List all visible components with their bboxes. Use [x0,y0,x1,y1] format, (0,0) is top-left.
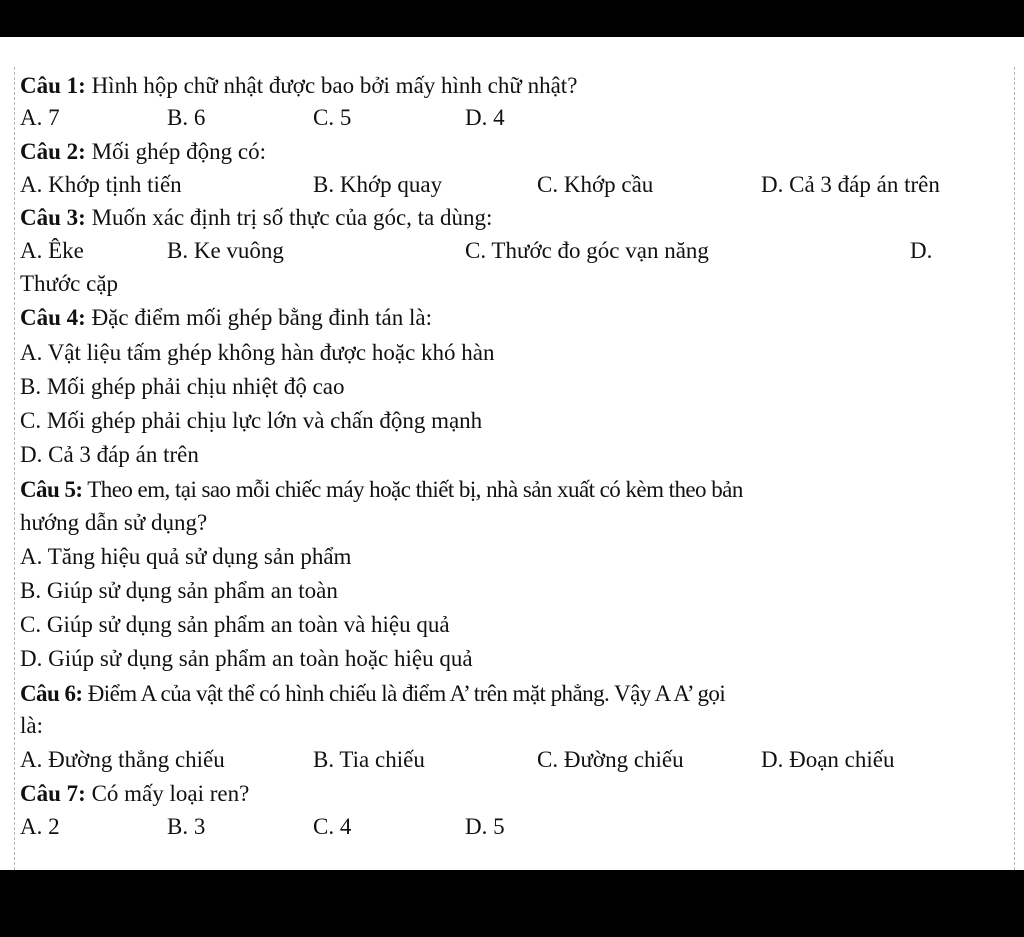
option-d: D. Giúp sử dụng sản phẩm an toàn hoặc hiệu quả [20,646,473,671]
question-7 [20,777,249,811]
question-text: Có mấy loại ren? [85,781,250,806]
question-5 [20,473,743,507]
question-text: Điểm A của vật thể có hình chiếu là điểm A’ trên mặt phẳng. Vậy A A’ gọi [82,681,726,706]
question-2-options [20,168,1010,202]
option-b: B. Giúp sử dụng sản phẩm an toàn [20,578,338,603]
option-b: B. 6 [167,105,206,130]
option-c: C. Mối ghép phải chịu lực lớn và chấn động mạnh [20,408,483,433]
left-margin-guide [14,67,15,870]
option-a: A. Tăng hiệu quả sử dụng sản phẩm [20,544,352,569]
option-b: B. Khớp quay [313,172,443,197]
option-b: B. 3 [167,814,206,839]
question-label: Câu 1: [20,73,86,98]
option-b: B. Tia chiếu [313,747,425,772]
option-b: B. Ke vuông [167,238,284,263]
question-3-option-d-continuation: Thước cặp [20,271,119,296]
question-1 [20,69,577,103]
option-d: D. 4 [465,105,505,130]
option-a: A. Khớp tịnh tiến [20,172,182,197]
option-d: D. Cả 3 đáp án trên [761,172,940,197]
question-label: Câu 2: [20,139,86,164]
question-text: Muốn xác định trị số thực của góc, ta dùng: [85,205,493,230]
question-1-options [20,101,1010,135]
question-text: Đặc điểm mối ghép bằng đinh tán là: [85,305,433,330]
question-6-options [20,743,1010,777]
question-5-continuation: hướng dẫn sử dụng? [20,510,208,535]
question-label: Câu 7: [20,781,86,806]
question-label: Câu 4: [20,305,86,330]
question-4 [20,301,432,335]
option-d: D. [910,238,933,263]
option-c: C. Khớp cầu [537,172,654,197]
question-3 [20,201,492,235]
document-page [0,37,1024,870]
question-label: Câu 6: [20,681,83,706]
right-margin-guide [1014,67,1015,870]
question-label: Câu 3: [20,205,86,230]
question-text: Hình hộp chữ nhật được bao bởi mấy hình chữ nhật? [85,73,578,98]
question-6 [20,677,725,711]
option-b: B. Mối ghép phải chịu nhiệt độ cao [20,374,345,399]
option-d: D. Đoạn chiếu [761,747,895,772]
option-c: C. 4 [313,814,352,839]
option-a: A. 7 [20,105,60,130]
option-a: A. 2 [20,814,60,839]
option-a: A. Vật liệu tấm ghép không hàn được hoặc khó hàn [20,340,495,365]
question-7-options [20,810,1010,844]
option-c: C. Thước đo góc vạn năng [465,238,709,263]
option-a: A. Đường thẳng chiếu [20,747,225,772]
question-text: Theo em, tại sao mỗi chiếc máy hoặc thiết bị, nhà sản xuất có kèm theo bản [82,477,743,502]
option-a: A. Êke [20,238,84,263]
option-c: C. Đường chiếu [537,747,684,772]
option-c: C. Giúp sử dụng sản phẩm an toàn và hiệu quả [20,612,450,637]
option-d: D. 5 [465,814,505,839]
option-d: D. Cả 3 đáp án trên [20,442,199,467]
question-text: Mối ghép động có: [85,139,266,164]
question-3-options [20,234,1010,268]
question-6-continuation: là: [20,713,43,738]
question-label: Câu 5: [20,477,83,502]
question-2 [20,135,266,169]
option-c: C. 5 [313,105,352,130]
